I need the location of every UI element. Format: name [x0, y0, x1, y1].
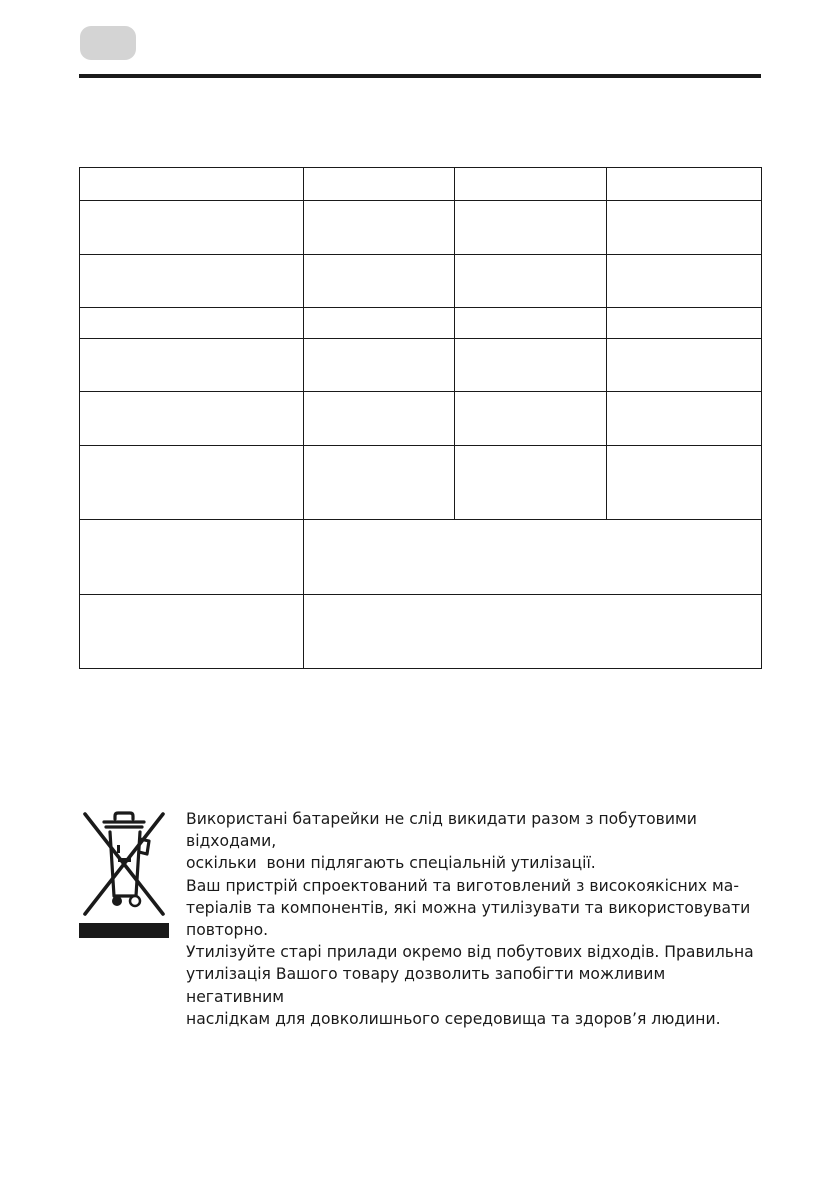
- table-row: [80, 595, 762, 669]
- table-cell: [607, 201, 762, 255]
- table-cell: [80, 308, 304, 339]
- table-cell: [80, 255, 304, 308]
- table-cell: [304, 446, 455, 520]
- table-row: [80, 308, 762, 339]
- disposal-notice: [186, 808, 766, 1030]
- table-row: [80, 201, 762, 255]
- header-rule: [79, 74, 761, 78]
- table-cell: [455, 446, 607, 520]
- table-cell: [304, 339, 455, 392]
- disposal-text-line: теріалів та компонентів, які можна утилізувати та використовувати: [186, 898, 751, 917]
- table-row: [80, 255, 762, 308]
- page-number-badge: [80, 26, 136, 60]
- table-cell: [80, 392, 304, 446]
- table-cell: [80, 201, 304, 255]
- table-cell: [80, 595, 304, 669]
- table-cell: [455, 392, 607, 446]
- table-cell: [304, 201, 455, 255]
- crossed-out-wheelie-bin-icon: [79, 808, 169, 938]
- specifications-table: [79, 167, 762, 669]
- table-cell: [607, 168, 762, 201]
- table-cell: [455, 308, 607, 339]
- table-cell: [304, 308, 455, 339]
- disposal-text-line: повторно.: [186, 921, 269, 940]
- disposal-text-line: Використані батарейки не слід викидати разом з побутовими відходами,: [186, 810, 702, 851]
- table-cell: [455, 255, 607, 308]
- table-cell: [455, 339, 607, 392]
- table-row: [80, 392, 762, 446]
- table-cell: [607, 255, 762, 308]
- table-cell: [304, 595, 762, 669]
- disposal-text-line: Утилізуйте старі прилади окремо від побутових відходів. Правильна: [186, 943, 754, 962]
- table-row: [80, 339, 762, 392]
- table-cell: [607, 392, 762, 446]
- table-cell: [607, 308, 762, 339]
- table-cell: [607, 339, 762, 392]
- table-cell: [304, 168, 455, 201]
- disposal-text-line: утилізація Вашого товару дозволить запобігти можливим негативним: [186, 965, 671, 1006]
- table-row: [80, 520, 762, 595]
- disposal-text-line: наслідкам для довколишнього середовища та здоров’я людини.: [186, 1009, 721, 1028]
- table-row: [80, 446, 762, 520]
- table-row: [80, 168, 762, 201]
- table-cell: [304, 392, 455, 446]
- table-cell: [455, 168, 607, 201]
- table-cell: [80, 520, 304, 595]
- table-cell: [455, 201, 607, 255]
- table-cell: [304, 255, 455, 308]
- table-cell: [80, 446, 304, 520]
- table-cell: [80, 168, 304, 201]
- disposal-text-line: оскільки вони підлягають спеціальній утилізації.: [186, 854, 596, 873]
- table-cell: [304, 520, 762, 595]
- table-cell: [80, 339, 304, 392]
- disposal-text-line: Ваш пристрій спроектований та виготовлений з високоякісних ма-: [186, 876, 739, 895]
- table-cell: [607, 446, 762, 520]
